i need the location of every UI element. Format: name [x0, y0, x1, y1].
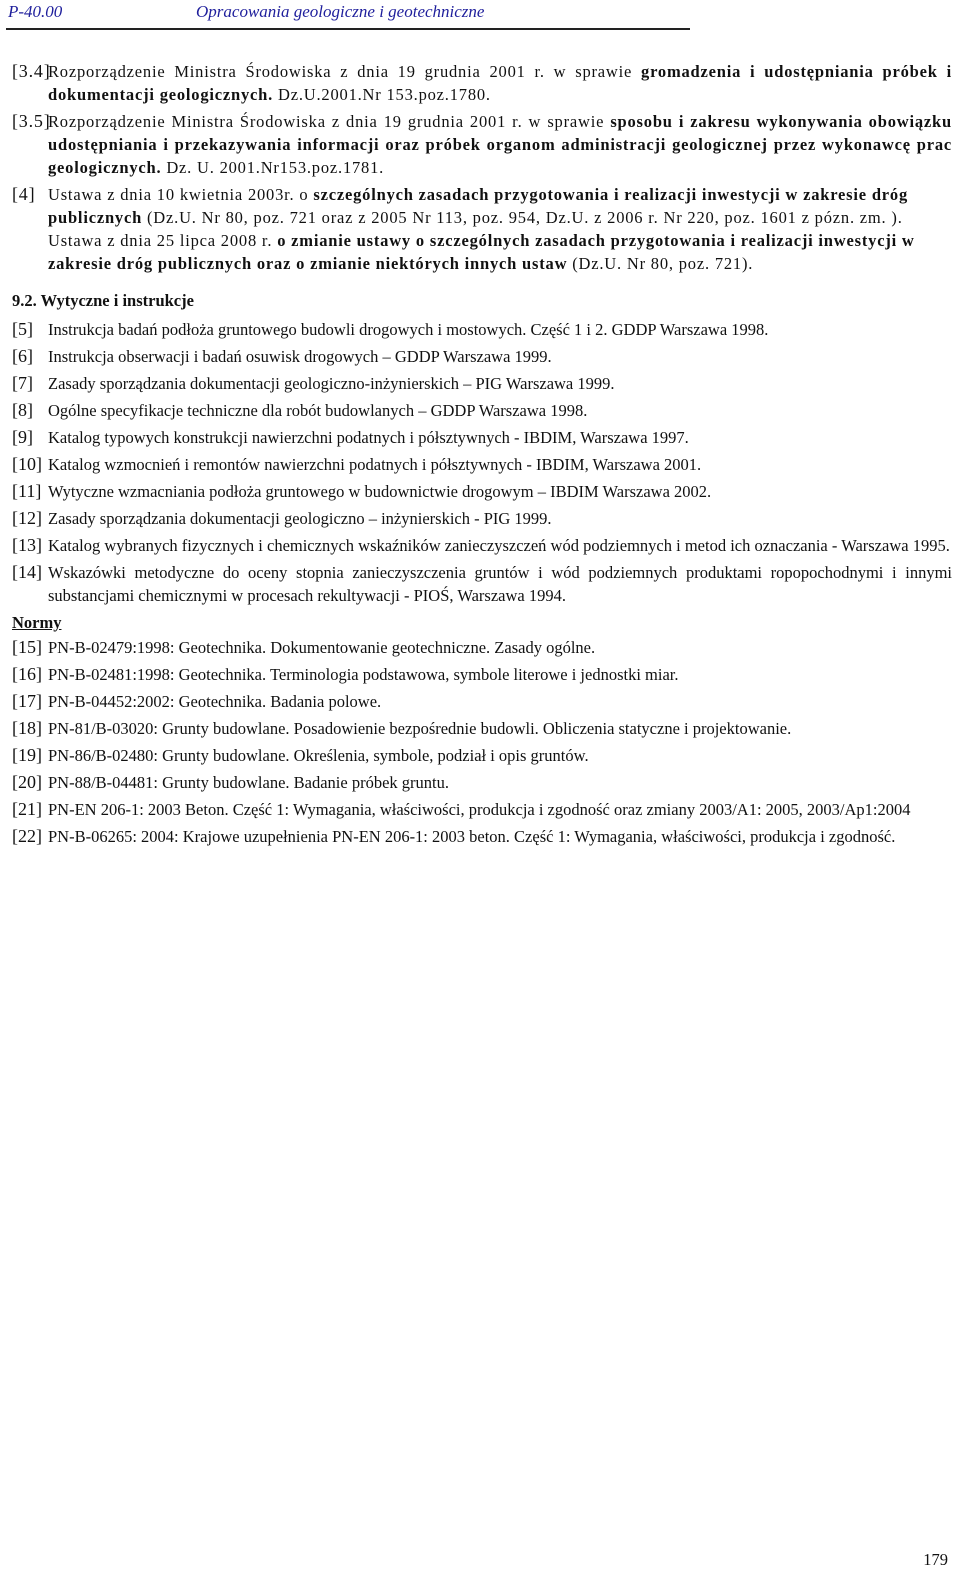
reference-source-2: (Dz.U. Nr 80, poz. 721).: [572, 254, 754, 273]
reference-entry: [12, 345, 952, 368]
reference-text: PN-EN 206-1: 2003 Beton. Część 1: Wymagania, właściwości, produkcja i zgodność oraz zmiany 2003/A1: 2005, 2003/Ap1:2004: [48, 800, 911, 819]
reference-number: [9]: [12, 427, 33, 447]
reference-text: Rozporządzenie Ministra Środowiska z dnia 19 grudnia 2001 r. w sprawie: [48, 62, 633, 81]
reference-subject: sposobu i zakresu wykonywania obowiązku udostępniania i przekazywania informacji oraz próbek organom administracji geologicznej przez wykonawcę prac geologicznych.: [48, 112, 952, 177]
reference-source: (Dz.U. Nr 80, poz. 721 oraz z 2005 Nr 113, poz. 954, Dz.U. z 2006 r. Nr 220, poz. 1601 z pózn. zm. ). Ustawa z dnia 25 lipca 2008 r.: [48, 208, 903, 250]
reference-text: PN-B-02481:1998: Geotechnika. Terminologia podstawowa, symbole literowe i jednostki miar.: [48, 665, 679, 684]
reference-number: [6]: [12, 346, 33, 366]
reference-text: Wskazówki metodyczne do oceny stopnia zanieczyszczenia gruntów i wód podziemnych produktami ropopochodnymi i innymi substancjami chemicznymi w procesach rekultywacji - PIOŚ, Warszawa 1994.: [48, 563, 952, 605]
reference-text: Katalog wybranych fizycznych i chemicznych wskaźników zanieczyszczeń wód podziemnych i metod ich oznaczania - Warszawa 1995.: [48, 536, 950, 555]
reference-text: PN-81/B-03020: Grunty budowlane. Posadowienie bezpośrednie budowli. Obliczenia statyczne i projektowanie.: [48, 719, 792, 738]
reference-number: [21]: [12, 799, 42, 819]
references-list: [12, 60, 952, 852]
norms-title: Normy: [12, 613, 62, 632]
reference-entry: [12, 561, 952, 607]
reference-text: Instrukcja obserwacji i badań osuwisk drogowych – GDDP Warszawa 1999.: [48, 347, 552, 366]
reference-entry: [12, 480, 952, 503]
reference-text: Ogólne specyfikacje techniczne dla robót budowlanych – GDDP Warszawa 1998.: [48, 401, 588, 420]
reference-number: [13]: [12, 535, 42, 555]
page-header: [0, 0, 960, 40]
document-title: Opracowania geologiczne i geotechniczne: [196, 2, 485, 21]
reference-entry: [12, 798, 952, 821]
reference-number: [5]: [12, 319, 33, 339]
reference-entry: [12, 507, 952, 530]
reference-number: [10]: [12, 454, 42, 474]
section-title: 9.2. Wytyczne i instrukcje: [12, 291, 194, 310]
reference-number: [3.5]: [12, 111, 51, 131]
reference-number: [18]: [12, 718, 42, 738]
reference-entry: [12, 690, 952, 713]
reference-text: PN-B-02479:1998: Geotechnika. Dokumentowanie geotechniczne. Zasady ogólne.: [48, 638, 596, 657]
reference-entry: [12, 372, 952, 395]
document-code: P-40.00: [8, 2, 63, 21]
reference-text: Ustawa z dnia 10 kwietnia 2003r. o: [48, 185, 309, 204]
reference-entry: [12, 534, 952, 557]
reference-subject: szczególnych zasadach przygotowania i realizacji inwestycji w zakresie dróg publicznych: [48, 185, 909, 227]
reference-number: [16]: [12, 664, 42, 684]
reference-entry: [12, 771, 952, 794]
reference-entry: [12, 110, 952, 179]
reference-text: Wytyczne wzmacniania podłoża gruntowego w budownictwie drogowym – IBDIM Warszawa 2002.: [48, 482, 712, 501]
reference-text: Katalog wzmocnień i remontów nawierzchni podatnych i półsztywnych - IBDIM, Warszawa 2001.: [48, 455, 702, 474]
reference-entry: [12, 453, 952, 476]
reference-number: [15]: [12, 637, 42, 657]
reference-text: PN-B-06265: 2004: Krajowe uzupełnienia PN-EN 206-1: 2003 beton. Część 1: Wymagania, właściwości, produkcja i zgodność.: [48, 827, 896, 846]
reference-text: Instrukcja badań podłoża gruntowego budowli drogowych i mostowych. Część 1 i 2. GDDP Warszawa 1998.: [48, 320, 769, 339]
reference-entry: [12, 825, 952, 848]
reference-subject: gromadzenia i udostępniania próbek i dokumentacji geologicznych.: [48, 62, 952, 104]
reference-number: [8]: [12, 400, 33, 420]
reference-entry: [12, 399, 952, 422]
reference-text: Zasady sporządzania dokumentacji geologiczno – inżynierskich - PIG 1999.: [48, 509, 552, 528]
reference-number: [19]: [12, 745, 42, 765]
reference-number: [3.4]: [12, 61, 51, 81]
reference-number: [17]: [12, 691, 42, 711]
reference-text: PN-86/B-02480: Grunty budowlane. Określenia, symbole, podział i opis gruntów.: [48, 746, 589, 765]
reference-source: Dz. U. 2001.Nr153.poz.1781.: [166, 158, 385, 177]
reference-text: Rozporządzenie Ministra Środowiska z dnia 19 grudnia 2001 r. w sprawie: [48, 112, 605, 131]
reference-number: [14]: [12, 562, 42, 582]
reference-number: [4]: [12, 184, 36, 204]
reference-entry: [12, 426, 952, 449]
reference-entry: [12, 183, 952, 275]
reference-text: Katalog typowych konstrukcji nawierzchni podatnych i półsztywnych - IBDIM, Warszawa 1997.: [48, 428, 689, 447]
reference-entry: [12, 717, 952, 740]
page-number: 179: [923, 1550, 948, 1569]
reference-subject-2: o zmianie ustawy o szczególnych zasadach przygotowania i realizacji inwestycji w zakresie dróg publicznych oraz o zmianie niektórych innych ustaw: [48, 231, 915, 273]
reference-entry: [12, 663, 952, 686]
reference-entry: [12, 744, 952, 767]
reference-entry: [12, 60, 952, 106]
reference-source: Dz.U.2001.Nr 153.poz.1780.: [278, 85, 491, 104]
reference-number: [22]: [12, 826, 42, 846]
reference-number: [20]: [12, 772, 42, 792]
reference-text: Zasady sporządzania dokumentacji geologiczno-inżynierskich – PIG Warszawa 1999.: [48, 374, 615, 393]
reference-text: PN-B-04452:2002: Geotechnika. Badania polowe.: [48, 692, 382, 711]
reference-text: PN-88/B-04481: Grunty budowlane. Badanie próbek gruntu.: [48, 773, 449, 792]
reference-entry: [12, 318, 952, 341]
reference-number: [7]: [12, 373, 33, 393]
reference-entry: [12, 636, 952, 659]
header-rule: [6, 28, 690, 30]
reference-number: [11]: [12, 481, 42, 501]
reference-number: [12]: [12, 508, 42, 528]
